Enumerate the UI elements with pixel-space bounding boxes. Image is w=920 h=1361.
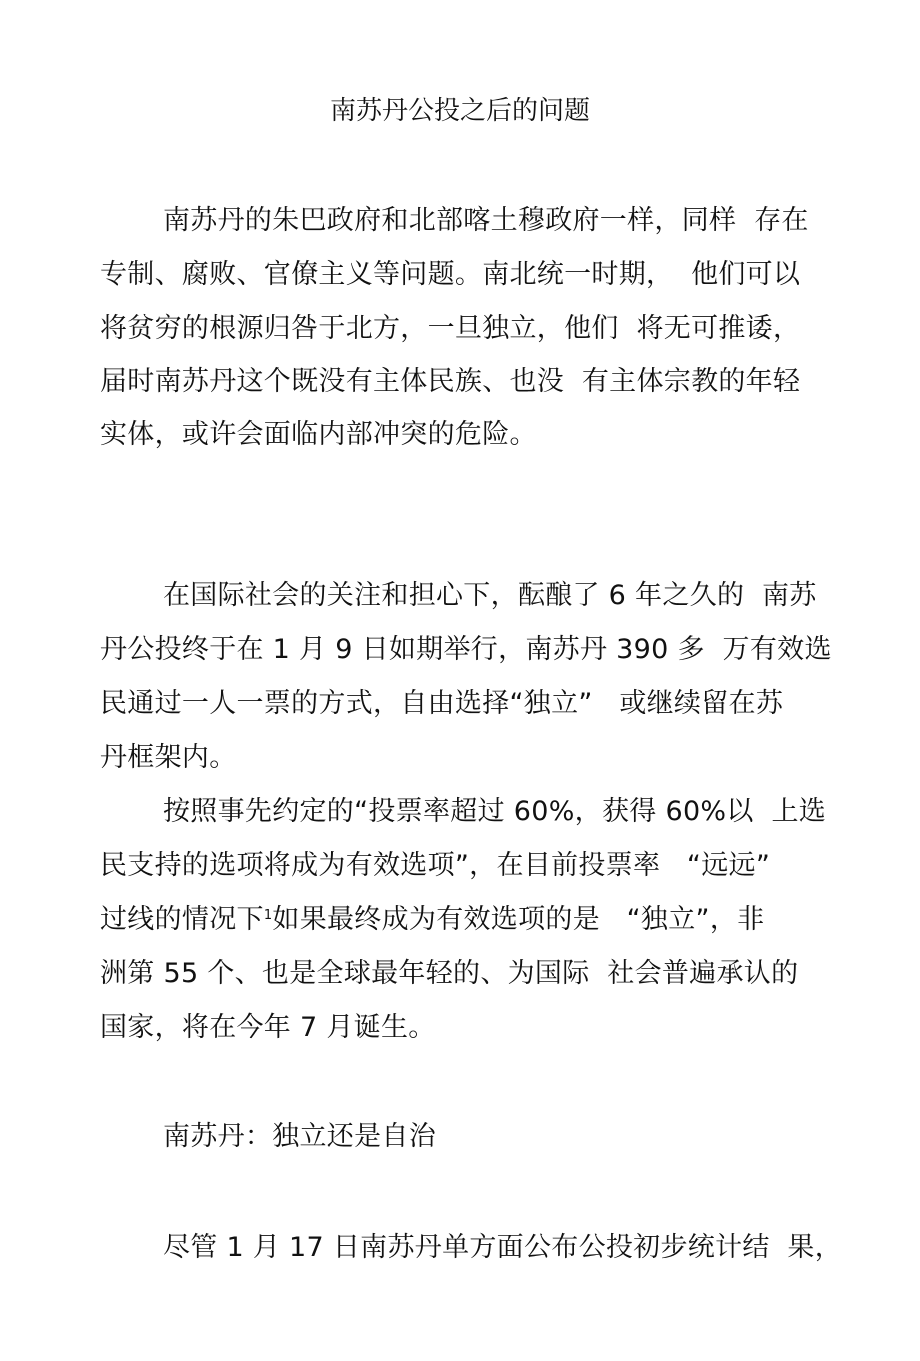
- text-line: 尽管 1 月 17 日南苏丹单方面公布公投初步统计结 果，: [163, 1232, 843, 1263]
- text-line: 南苏丹的朱巴政府和北部喀土穆政府一样，同样 存在: [163, 205, 809, 236]
- text-line: 实体，或许会面临内部冲突的危险。: [100, 419, 537, 450]
- text-line: 按照事先约定的“投票率超过 60%，获得 60%以 上选: [163, 796, 827, 827]
- text-line: 专制、腐败、官僚主义等问题。南北统一时期， 他们可以: [100, 259, 801, 290]
- text-line: 国家，将在今年 7 月诞生。: [100, 1012, 436, 1043]
- text-segment: 过线的情况下: [100, 904, 264, 935]
- text-line: 届时南苏丹这个既没有主体民族、也没 有主体宗教的年轻: [100, 366, 801, 397]
- section-heading: 南苏丹：独立还是自治: [163, 1121, 436, 1152]
- footnote-marker[interactable]: 1: [263, 908, 273, 923]
- text-segment: 如果最终成为有效选项的是 “独立”，非: [272, 904, 765, 935]
- text-line: [100, 902, 764, 938]
- text-line: 丹公投终于在 1 月 9 日如期举行，南苏丹 390 多 万有效选: [100, 634, 832, 665]
- text-line: 在国际社会的关注和担心下，酝酿了 6 年之久的 南苏: [163, 580, 817, 611]
- text-line: 民支持的选项将成为有效选项”，在目前投票率 “远远”: [100, 850, 771, 881]
- text-line: 将贫穷的根源归咎于北方，一旦独立，他们 将无可推诿，: [100, 313, 801, 344]
- text-line: 丹框架内。: [100, 742, 237, 773]
- text-line: 民通过一人一票的方式，自由选择“独立” 或继续留在苏: [100, 688, 784, 719]
- text-line: 洲第 55 个、也是全球最年轻的、为国际 社会普遍承认的: [100, 958, 799, 989]
- document-title: 南苏丹公投之后的问题: [329, 96, 590, 126]
